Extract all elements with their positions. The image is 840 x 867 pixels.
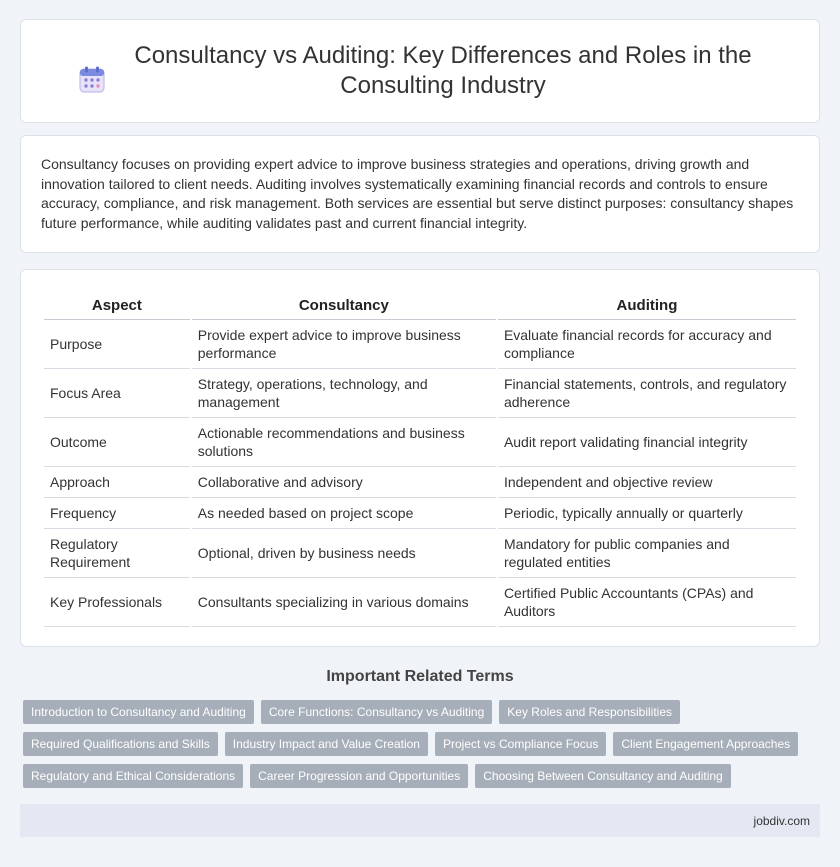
auditing-cell: Mandatory for public companies and regulated entities [498, 529, 796, 578]
consultancy-cell: As needed based on project scope [192, 498, 496, 529]
header-consultancy: Consultancy [192, 292, 496, 320]
consultancy-cell: Collaborative and advisory [192, 467, 496, 498]
auditing-cell: Independent and objective review [498, 467, 796, 498]
table-row [44, 320, 796, 369]
aspect-cell: Frequency [44, 498, 190, 529]
related-term-tag[interactable]: Required Qualifications and Skills [23, 732, 218, 756]
consultancy-cell: Consultants specializing in various domains [192, 578, 496, 627]
table-row [44, 467, 796, 498]
related-term-tag[interactable]: Client Engagement Approaches [613, 732, 798, 756]
related-term-tag[interactable]: Core Functions: Consultancy vs Auditing [261, 700, 492, 724]
aspect-cell: Approach [44, 467, 190, 498]
table-row [44, 578, 796, 627]
related-term-tag[interactable]: Career Progression and Opportunities [250, 764, 468, 788]
page-title: Consultancy vs Auditing: Key Differences and Roles in the Consulting Industry [134, 42, 752, 99]
table-row [44, 529, 796, 578]
related-term-tag[interactable]: Industry Impact and Value Creation [225, 732, 428, 756]
table-header-row [44, 292, 796, 320]
aspect-cell: Outcome [44, 418, 190, 467]
table-row [44, 369, 796, 418]
aspect-cell: Regulatory Requirement [44, 529, 190, 578]
auditing-cell: Evaluate financial records for accuracy and compliance [498, 320, 796, 369]
table-row [44, 418, 796, 467]
related-term-tag[interactable]: Introduction to Consultancy and Auditing [23, 700, 254, 724]
header-card [20, 19, 820, 123]
auditing-cell: Certified Public Accountants (CPAs) and Auditors [498, 578, 796, 627]
related-term-tag[interactable]: Regulatory and Ethical Considerations [23, 764, 243, 788]
footer [20, 804, 820, 837]
related-term-tag[interactable]: Choosing Between Consultancy and Auditing [475, 764, 731, 788]
auditing-cell: Financial statements, controls, and regulatory adherence [498, 369, 796, 418]
aspect-cell: Key Professionals [44, 578, 190, 627]
aspect-cell: Purpose [44, 320, 190, 369]
aspect-cell: Focus Area [44, 369, 190, 418]
auditing-cell: Periodic, typically annually or quarterly [498, 498, 796, 529]
consultancy-cell: Provide expert advice to improve business performance [192, 320, 496, 369]
related-term-tag[interactable]: Key Roles and Responsibilities [499, 700, 680, 724]
intro-text: Consultancy focuses on providing expert advice to improve business strategies and operations, driving growth and innovation tailored to client needs. Auditing involves systematically examining financial records and controls to ensure accuracy, compliance, and risk management. Both services are essential but serve distinct purposes: consultancy shapes future performance, while auditing validates past and current financial integrity. [41, 156, 794, 231]
calendar-icon [77, 65, 107, 95]
consultancy-cell: Strategy, operations, technology, and management [192, 369, 496, 418]
related-term-tag[interactable]: Project vs Compliance Focus [435, 732, 606, 756]
consultancy-cell: Optional, driven by business needs [192, 529, 496, 578]
header-auditing: Auditing [498, 292, 796, 320]
comparison-table [42, 292, 798, 627]
comparison-card [20, 269, 820, 647]
footer-brand: jobdiv.com [753, 813, 810, 828]
intro-card [20, 135, 820, 253]
header-aspect: Aspect [44, 292, 190, 320]
consultancy-cell: Actionable recommendations and business solutions [192, 418, 496, 467]
auditing-cell: Audit report validating financial integrity [498, 418, 796, 467]
table-row [44, 498, 796, 529]
related-terms-title: Important Related Terms [326, 668, 514, 685]
related-terms-list [23, 700, 823, 788]
